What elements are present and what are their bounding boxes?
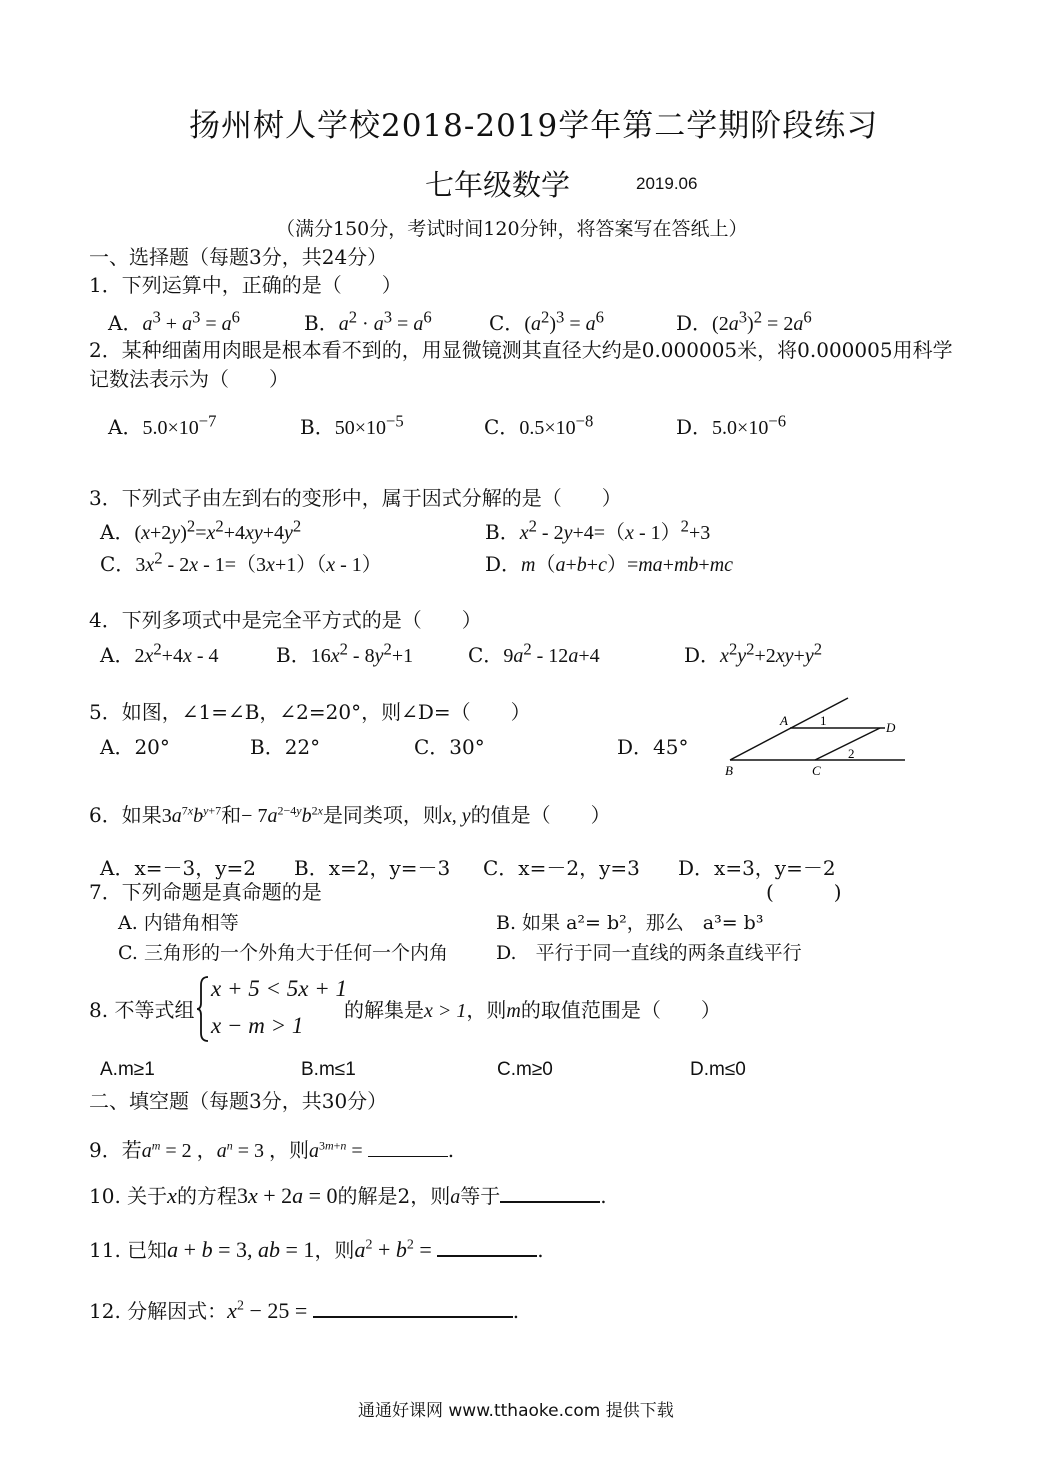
question-7-option-d: D. 平行于同一直线的两条直线平行 [496, 942, 802, 964]
question-7-option-a: A. 内错角相等 [118, 912, 239, 934]
question-2-option-c: C．$0.5\times 10^{-8}$ [484, 411, 594, 439]
question-4-option-d: D．$x^2y^2+2xy+y^2$ [684, 639, 823, 667]
question-7-option-c: C. 三角形的一个外角大于任何一个内角 [118, 942, 448, 964]
question-1-option-a: A．$a^3 + a^3 = a^6$ [108, 307, 240, 335]
question-7-stem: 7．下列命题是真命题的是 [89, 880, 322, 904]
question-8-brace [196, 975, 210, 1043]
question-10-answer-blank[interactable] [500, 1181, 600, 1203]
question-8-inequality-1: x + 5 < 5x + 1 [211, 976, 347, 1001]
question-8-option-d: D.m≤0 [690, 1059, 746, 1080]
figure-label-a: A [780, 713, 788, 728]
question-7-option-b: B. 如果 a²= b²，那么 a³= b³ [496, 912, 764, 934]
question-5-stem: 5．如图，∠1=∠B，∠2=20°，则∠D=（ ） [89, 700, 531, 724]
question-9-answer-blank[interactable] [368, 1136, 448, 1157]
question-1-stem: 1．下列运算中，正确的是（ ） [89, 273, 402, 297]
question-3-option-a: A．$(x+2y)^2=x^2+4xy+4y^2$ [100, 516, 302, 544]
question-5-option-b: B．22° [250, 735, 321, 759]
question-10-stem: 10. 关于x的方程3x + 2a = 0的解是2，则a等于 . [89, 1183, 607, 1208]
question-6-option-b: B．x=2，y=－3 [294, 856, 451, 880]
question-3-option-d: D．m（a+b+c）=ma+mb+mc [485, 552, 734, 576]
question-8-prefix: 8. 不等式组 [89, 998, 195, 1022]
question-8-stem-rest: 的解集是x > 1，则m的取值范围是（ ） [344, 998, 721, 1022]
question-5-option-a: A．20° [100, 735, 170, 759]
question-5-option-d: D．45° [617, 735, 689, 759]
question-4-option-b: B．$16x^2 - 8y^2+1$ [276, 639, 414, 667]
question-8-option-b: B.m≤1 [301, 1059, 356, 1080]
question-1-option-b: B．$a^2 \cdot a^3 = a^6$ [304, 307, 432, 335]
figure-label-one: 1 [820, 713, 827, 728]
figure-label-d: D [886, 720, 896, 735]
question-3-option-b: B．$x^2 - 2y+4=(x - 1)^2+3$ [485, 516, 711, 544]
question-11-stem: 11. 已知a + b = 3, ab = 1，则$a^2 + b^2$ = . [89, 1237, 544, 1262]
exam-date: 2019.06 [636, 174, 698, 193]
question-5-option-c: C．30° [414, 735, 485, 759]
question-3-stem: 3．下列式子由左到右的变形中，属于因式分解的是（ ） [89, 486, 622, 510]
question-2-stem-line1: 2．某种细菌用肉眼是根本看不到的，用显微镜测其直径大约是0.000005米，将0.000005用科学 [89, 338, 953, 362]
question-1-option-d: D．$(2a^3)^2 = 2a^6$ [676, 307, 812, 335]
question-9-stem: 9．若$a^m = 2$ ，$a^n = 3$ ，则$a^{3m+n}$ = . [89, 1138, 455, 1162]
question-8-option-a: A.m≥1 [100, 1059, 155, 1080]
question-8-option-c: C.m≥0 [497, 1059, 553, 1080]
question-4-stem: 4．下列多项式中是完全平方式的是（ ） [89, 608, 482, 632]
exam-subtitle: 七年级数学 [425, 168, 571, 202]
question-7-paren: ( ) [766, 880, 842, 904]
section-choice-heading: 一、选择题（每题3分，共24分） [89, 245, 388, 269]
question-12-stem: 12. 分解因式：$x^2 - 25$ = . [89, 1298, 520, 1323]
question-2-stem-line2: 记数法表示为（ ） [89, 367, 289, 391]
question-6-stem: 6．如果$3a^{7x}b^{y+7}$和− $7a^{2-4y}b^{2x}$是同类项，则x, y的值是（ ） [89, 803, 611, 827]
question-11-answer-blank[interactable] [437, 1235, 537, 1257]
question-2-option-d: D．$5.0\times 10^{-6}$ [676, 411, 787, 439]
question-6-option-c: C．x=－2，y=3 [483, 856, 640, 880]
exam-title: 扬州树人学校2018-2019学年第二学期阶段练习 [189, 108, 879, 144]
figure-label-c: C [812, 763, 821, 778]
section-fill-heading: 二、填空题（每题3分，共30分） [89, 1089, 388, 1113]
question-1-option-c: C．$(a^2)^3 = a^6$ [489, 307, 604, 335]
question-12-answer-blank[interactable] [313, 1296, 513, 1318]
figure-label-two: 2 [848, 746, 855, 761]
figure-line-ab [730, 698, 848, 760]
question-2-option-b: B．$50\times 10^{-5}$ [300, 411, 404, 439]
question-6-option-a: A．x=－3，y=2 [100, 856, 256, 880]
question-3-option-c: C．$3x^2 - 2x - 1=(3x+1)(x - 1)$ [100, 548, 382, 576]
question-4-option-a: A．$2x^2+4x - 4$ [100, 639, 219, 667]
exam-note: （满分150分，考试时间120分钟，将答案写在答纸上） [276, 218, 748, 240]
question-8-inequality-2: x − m > 1 [211, 1013, 304, 1038]
question-5-figure [720, 690, 910, 780]
footer-watermark: 通通好课网 www.tthaoke.com 提供下载 [358, 1401, 674, 1421]
figure-label-b: B [725, 763, 733, 778]
question-6-option-d: D．x=3，y=－2 [678, 856, 836, 880]
question-2-option-a: A．$5.0\times 10^{-7}$ [108, 411, 217, 439]
question-4-option-c: C．$9a^2 - 12a+4$ [468, 639, 600, 667]
